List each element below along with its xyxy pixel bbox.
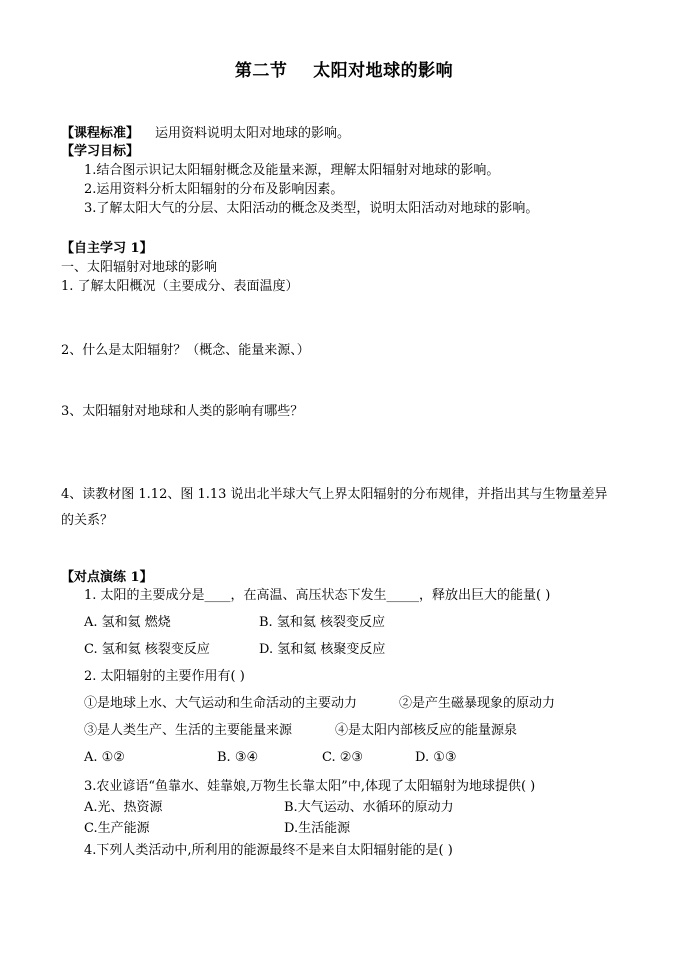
option-a: A. 氢和氦 燃烧 (84, 615, 171, 630)
option-d: D. ①③ (415, 750, 457, 765)
practice-question-2: 2. 太阳辐射的主要作用有( ) (84, 669, 245, 684)
objectives-label: 【学习目标】 (61, 144, 140, 159)
option-c: C.生产能源 (84, 821, 150, 836)
practice-question-3: 3.农业谚语“鱼靠水、娃靠娘,万物生长靠太阳”中,体现了太阳辐射为地球提供( ) (84, 779, 536, 794)
option-a: A.光、热资源 (84, 800, 163, 815)
option-c: C. ②③ (322, 750, 364, 765)
self-study-label: 【自主学习 1】 (61, 241, 153, 256)
question-4-line-1: 4、读教材图 1.12、图 1.13 说出北半球大气上界太阳辐射的分布规律，并指出其与生物量差异 (61, 487, 608, 502)
objective-item: 1.结合图示识记太阳辐射概念及能量来源，理解太阳辐射对地球的影响。 (84, 163, 500, 178)
standard-label: 【课程标准】 (61, 126, 140, 141)
question-1: 1. 了解太阳概况（主要成分、表面温度） (61, 279, 299, 294)
standard-text: 运用资料说明太阳对地球的影响。 (155, 126, 351, 141)
question-4-line-2: 的关系？ (61, 513, 114, 528)
objective-item: 2.运用资料分析太阳辐射的分布及影响因素。 (84, 182, 344, 197)
question-3: 3、太阳辐射对地球和人类的影响有哪些？ (61, 404, 304, 419)
option-b: B. 氢和氦 核裂变反应 (259, 615, 385, 630)
option-d: D.生活能源 (284, 821, 351, 836)
statement-3: ③是人类生产、生活的主要能量来源 (84, 723, 293, 738)
question-2: 2、什么是太阳辐射？（概念、能量来源、） (61, 343, 310, 358)
option-c: C. 氢和氦 核裂变反应 (84, 642, 210, 657)
practice-label: 【对点演练 1】 (61, 570, 153, 585)
page-title: 第二节 太阳对地球的影响 (234, 61, 454, 81)
statement-1: ①是地球上水、大气运动和生命活动的主要动力 (84, 696, 358, 711)
practice-question-1: 1. 太阳的主要成分是____，在高温、高压状态下发生_____，释放出巨大的能量( ) (84, 588, 551, 603)
objective-item: 3.了解太阳大气的分层、太阳活动的概念及类型，说明太阳活动对地球的影响。 (84, 201, 539, 216)
option-d: D. 氢和氦 核聚变反应 (259, 642, 386, 657)
option-b: B.大气运动、水循环的原动力 (284, 800, 454, 815)
statement-4: ④是太阳内部核反应的能量源泉 (335, 723, 518, 738)
section-heading: 一、太阳辐射对地球的影响 (61, 260, 218, 275)
option-a: A. ①② (84, 750, 125, 765)
statement-2: ②是产生磁暴现象的原动力 (399, 696, 556, 711)
practice-question-4: 4.下列人类活动中,所利用的能源最终不是来自太阳辐射能的是( ) (84, 843, 453, 858)
option-b: B. ③④ (217, 750, 259, 765)
